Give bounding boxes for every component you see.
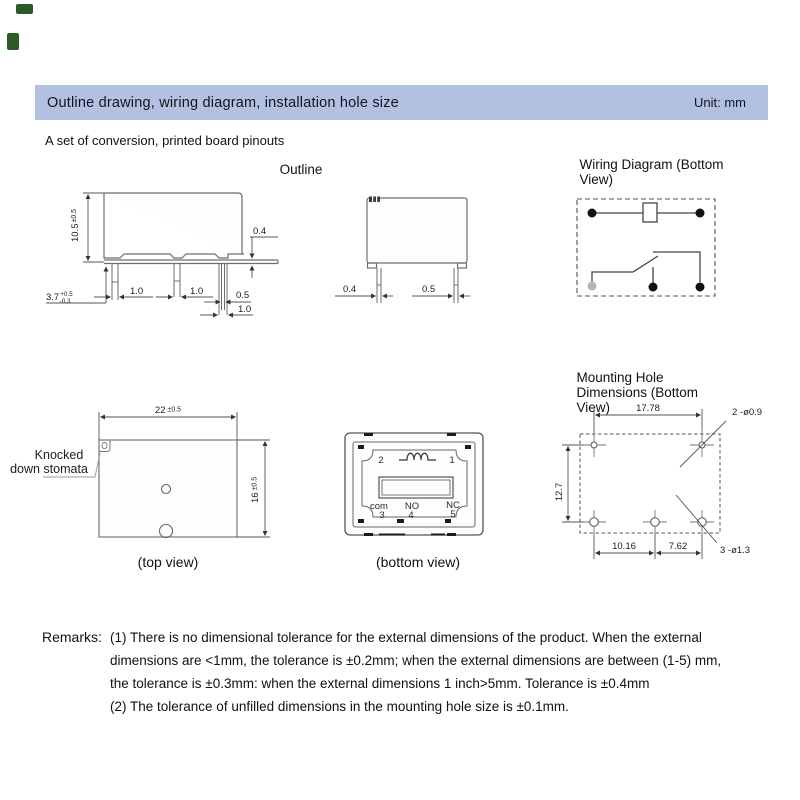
coil-circuit <box>592 203 700 222</box>
vent-hatch <box>369 197 380 203</box>
callout-leader-bottom <box>676 495 717 543</box>
artifact-mark <box>16 4 33 14</box>
dim-width: 22 ±0.5 <box>154 405 182 416</box>
mounting-boundary <box>580 434 720 533</box>
artifact-mark <box>7 33 19 50</box>
pin-3-label: 3 <box>379 510 385 521</box>
dim-left: 12.7 <box>554 482 565 502</box>
remarks-block <box>42 626 768 718</box>
remarks-line: the tolerance is ±0.3mm: when the external dimensions 1 inch>5mm. Tolerance is ±0.4mm <box>110 676 650 691</box>
outline-side-view-drawing <box>38 180 328 325</box>
dim-pin-length: $3.7^{+0.5}$ -0.3 <box>46 291 73 305</box>
dim-bottom-left: 10.16 <box>612 541 636 552</box>
relay-top-face <box>99 440 237 537</box>
bottom-view-caption: (bottom view) <box>375 554 461 570</box>
remarks-line: (1) There is no dimensional tolerance for the external dimensions of the product. When the external <box>110 630 702 645</box>
outline-end-view-drawing <box>330 185 510 310</box>
dim-flange: 0.4 <box>253 226 267 237</box>
dim-pin-left: 0.4 <box>343 284 357 295</box>
remarks-label: Remarks: <box>42 629 102 645</box>
pin-5-label: 5 <box>450 509 456 520</box>
relay-body <box>367 198 467 303</box>
dim-pin-right: 0.5 <box>422 284 436 295</box>
relay-bottom-outer <box>345 433 483 535</box>
pin-2-label: 2 <box>378 455 384 466</box>
dimension-lines <box>562 409 726 559</box>
mounting-hole-title: Mounting Hole Dimensions (Bottom View) <box>576 370 699 415</box>
dim-pin2-width: 1.0 <box>190 286 204 297</box>
unit-label: Unit: mm <box>694 95 746 110</box>
knockout-note-line1: Knocked <box>34 448 84 462</box>
callout-bottom-holes: 3 -ø1.3 <box>720 545 751 556</box>
no-label: NO <box>404 501 420 512</box>
subtitle: A set of conversion, printed board pinouts <box>45 133 285 148</box>
remarks-text <box>110 626 768 718</box>
contact-circuit <box>592 252 700 287</box>
outline-label: Outline <box>279 162 323 177</box>
dim-pin3-inner-width: 0.5 <box>236 290 250 301</box>
dimension-labels <box>343 284 435 295</box>
callout-top-holes: 2 -ø0.9 <box>732 407 763 418</box>
remarks-line: dimensions are <1mm, the tolerance is ±0.2mm; when the external dimensions are between (1-5) mm, <box>110 653 722 668</box>
wiring-diagram-title: Wiring Diagram (Bottom View) <box>579 157 724 187</box>
dim-pin3-outer-width: 1.0 <box>238 304 252 315</box>
com-label: com <box>370 501 388 512</box>
dim-top: 17.78 <box>636 403 660 414</box>
bottom-view-drawing <box>335 425 495 545</box>
dim-height: 16±0.5 <box>250 476 261 503</box>
top-view-drawing <box>0 398 300 573</box>
dim-bottom-right: 7.62 <box>668 541 688 552</box>
hole-crosshairs <box>582 429 714 534</box>
pin-4-label: 4 <box>408 510 414 521</box>
remarks-line: (2) The tolerance of unfilled dimensions in the mounting hole size is ±0.1mm. <box>110 699 569 714</box>
pin-1-label: 1 <box>449 455 455 466</box>
dim-height: $10.5^{\pm 0.5}$ <box>70 208 81 242</box>
dim-pin1-width: 1.0 <box>130 286 144 297</box>
nc-label: NC <box>446 500 460 511</box>
knockout-note-line2: down stomata <box>10 462 88 476</box>
top-view-caption: (top view) <box>137 554 199 570</box>
holes <box>590 442 707 526</box>
wiring-diagram <box>560 190 760 305</box>
mounting-hole-drawing <box>540 393 800 573</box>
section-header-bar <box>35 85 768 120</box>
page-title: Outline drawing, wiring diagram, installation hole size <box>47 94 399 111</box>
callout-leader-top <box>680 421 726 467</box>
